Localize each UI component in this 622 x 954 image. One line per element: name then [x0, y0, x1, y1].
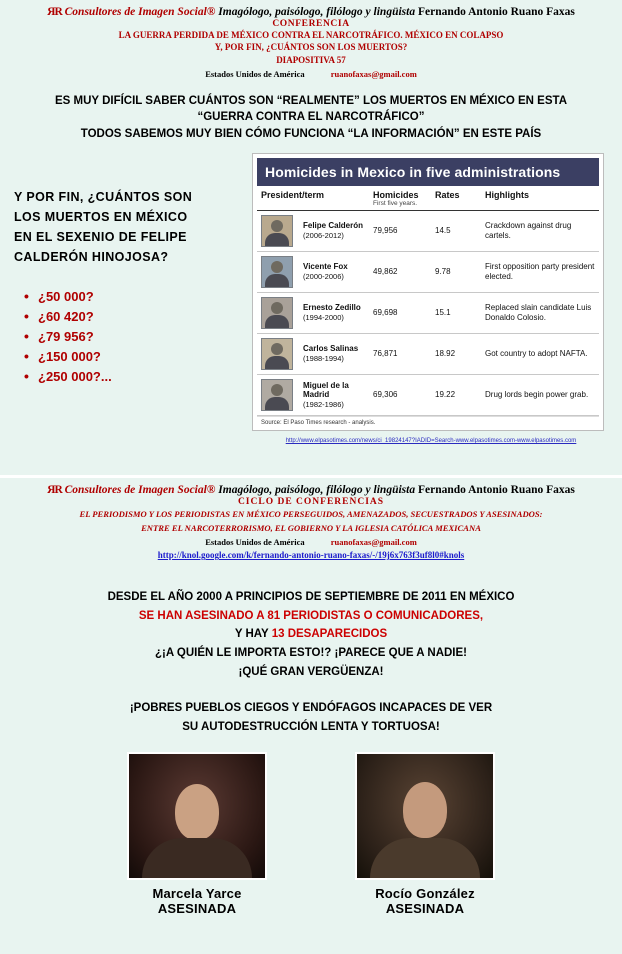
face-shape	[175, 784, 219, 840]
brand-line	[8, 6, 614, 18]
slide-1-lead	[14, 93, 608, 143]
conference-label: CICLO DE CONFERENCIAS	[237, 497, 385, 507]
president-name-cell	[299, 333, 369, 374]
rate-value: 14.5	[431, 210, 481, 251]
slide-1-right-column	[252, 153, 622, 446]
secondary-line-2: SU AUTODESTRUCCIÓN LENTA Y TORTUOSA!	[182, 720, 440, 733]
homicides-value: 49,862	[369, 251, 431, 292]
author-role: Imagólogo, paisólogo, filólogo y lingüista	[218, 484, 416, 496]
homicides-table-card	[252, 153, 604, 431]
column-label: President/term	[261, 189, 325, 200]
lead-line-1: ES MUY DIFÍCIL SABER CUÁNTOS SON “REALMENTE” LOS MUERTOS EN MÉXICO EN ESTA	[54, 94, 567, 107]
slide-1-header	[0, 0, 622, 81]
president-term: (1994-2000)	[303, 313, 344, 323]
column-header-president	[257, 186, 369, 211]
question-line-3: EN EL SEXENIO DE FELIPE	[14, 229, 187, 244]
president-term: (2000-2006)	[303, 272, 344, 282]
main-line-3	[18, 625, 604, 644]
rate-value: 9.78	[431, 251, 481, 292]
victim-name: Rocío González	[375, 886, 475, 902]
slide-2-secondary-text	[0, 699, 622, 736]
list-item: • ¿79 956?	[24, 329, 252, 344]
rate-value: 15.1	[431, 292, 481, 333]
knol-link[interactable]: http://knol.google.com/k/fernando-antonio-ruano-faxas/-/19j6x763f3uf8l0#knols	[157, 550, 465, 561]
table-source: Source: El Paso Times research - analysis.	[257, 416, 599, 428]
president-name: Miguel de la Madrid	[303, 380, 349, 400]
main-line-3-red: 13 DESAPARECIDOS	[271, 628, 388, 641]
homicides-value: 69,698	[369, 292, 431, 333]
president-photo-cell	[257, 292, 299, 333]
president-name: Vicente Fox	[303, 262, 348, 272]
author-role: Imagólogo, paisólogo, filólogo y lingüista	[218, 6, 416, 18]
president-name-cell	[299, 251, 369, 292]
email-label: ruanofaxas@gmail.com	[330, 68, 417, 79]
column-header-rates	[431, 186, 481, 211]
main-question	[14, 187, 252, 267]
president-portrait	[261, 215, 293, 247]
conference-subtitle: Y, POR FIN, ¿CUÁNTOS SON LOS MUERTOS?	[214, 42, 408, 53]
highlight-text: Crackdown against drug cartels.	[481, 210, 599, 251]
author-name: Fernando Antonio Ruano Faxas	[417, 6, 575, 18]
face-shape	[403, 782, 447, 838]
homicides-table	[257, 186, 599, 416]
main-line-3-pre: Y HAY	[234, 628, 272, 641]
president-term: (2006-2012)	[303, 231, 344, 241]
slide-number: DIAPOSITIVA 57	[276, 54, 346, 65]
slide-1-left-column	[0, 153, 252, 446]
conference-title-line-1: EL PERIODISMO Y LOS PERIODISTAS EN MÉXICO PERSEGUIDOS, AMENAZADOS, SECUESTRADOS Y ASESINADOS:	[79, 509, 543, 519]
table-title: Homicides in Mexico in five administrations	[257, 158, 599, 186]
secondary-line-1: ¡POBRES PUEBLOS CIEGOS Y ENDÓFAGOS INCAPACES DE VER	[129, 702, 493, 715]
victim-block	[355, 752, 495, 916]
president-name: Felipe Calderón	[303, 221, 364, 231]
email-label: ruanofaxas@gmail.com	[330, 537, 417, 548]
list-item: • ¿250 000?...	[24, 369, 252, 384]
president-portrait	[261, 379, 293, 411]
rate-value: 19.22	[431, 374, 481, 415]
shoulders-shape	[370, 838, 480, 878]
rate-value: 18.92	[431, 333, 481, 374]
lead-line-2: “GUERRA CONTRA EL NARCOTRÁFICO”	[197, 111, 425, 124]
highlight-text: Got country to adopt NAFTA.	[481, 333, 599, 374]
logo-mark: ЯR	[47, 6, 62, 18]
president-name-cell	[299, 210, 369, 251]
slide-2-header	[0, 478, 622, 562]
president-portrait	[261, 297, 293, 329]
victim-portrait	[127, 752, 267, 880]
victim-status: ASESINADA	[385, 901, 465, 917]
conference-label: CONFERENCIA	[272, 19, 350, 29]
brand-name: Consultores de Imagen Social®	[64, 484, 216, 496]
shoulders-shape	[142, 838, 252, 878]
victim-status: ASESINADA	[157, 901, 237, 917]
country-label: Estados Unidos de América	[205, 68, 305, 79]
homicides-value: 79,956	[369, 210, 431, 251]
president-portrait	[261, 256, 293, 288]
list-item: • ¿50 000?	[24, 289, 252, 304]
president-portrait	[261, 338, 293, 370]
brand-line	[8, 484, 614, 496]
brand-name: Consultores de Imagen Social®	[64, 6, 216, 18]
highlight-text: Replaced slain candidate Luis Donaldo Colosio.	[481, 292, 599, 333]
table-header-row	[257, 186, 599, 211]
conference-title-line-2: ENTRE EL NARCOTERRORISMO, EL GOBIERNO Y LA IGLESIA CATÓLICA MEXICANA	[141, 522, 481, 533]
contact-line	[8, 537, 614, 547]
list-item: • ¿150 000?	[24, 349, 252, 364]
column-label: Highlights	[485, 189, 529, 200]
table-row	[257, 374, 599, 415]
highlight-text: Drug lords begin power grab.	[481, 374, 599, 415]
author-name: Fernando Antonio Ruano Faxas	[417, 484, 575, 496]
president-term: (1982-1986)	[303, 399, 344, 409]
slide-2-main-text	[0, 588, 622, 681]
main-line-5: ¡QUÉ GRAN VERGÜENZA!	[238, 665, 384, 678]
options-list	[24, 289, 252, 384]
column-label: Homicides	[373, 189, 419, 200]
president-photo-cell	[257, 374, 299, 415]
homicides-value: 76,871	[369, 333, 431, 374]
president-name: Ernesto Zedillo	[303, 303, 361, 313]
victim-photos	[0, 752, 622, 916]
president-photo-cell	[257, 333, 299, 374]
table-row	[257, 251, 599, 292]
column-header-homicides	[369, 186, 431, 211]
logo-mark: ЯR	[47, 484, 62, 496]
question-line-4: CALDERÓN HINOJOSA?	[14, 249, 169, 264]
victim-portrait	[355, 752, 495, 880]
main-line-1: DESDE EL AÑO 2000 A PRINCIPIOS DE SEPTIEMBRE DE 2011 EN MÉXICO	[107, 591, 515, 604]
country-label: Estados Unidos de América	[205, 537, 305, 548]
table-row	[257, 210, 599, 251]
slide-2	[0, 478, 622, 954]
column-header-highlights	[481, 186, 599, 211]
victim-block	[127, 752, 267, 916]
president-name: Carlos Salinas	[303, 344, 359, 354]
source-link[interactable]: http://www.elpasotimes.com/news/ci_19824147?IADID=Search-www.elpasotimes.com-www.elpasotimes.com	[285, 437, 577, 444]
lead-line-3: TODOS SABEMOS MUY BIEN CÓMO FUNCIONA “LA INFORMACIÓN” EN ESTE PAÍS	[80, 128, 542, 141]
contact-line	[8, 69, 614, 79]
conference-title: LA GUERRA PERDIDA DE MÉXICO CONTRA EL NARCOTRÁFICO. MÉXICO EN COLAPSO	[118, 30, 504, 40]
question-line-1: Y POR FIN, ¿CUÁNTOS SON	[14, 189, 193, 204]
main-line-2: SE HAN ASESINADO A 81 PERIODISTAS O COMUNICADORES,	[138, 609, 484, 622]
column-sublabel: First five years.	[373, 199, 418, 207]
slide-1-body	[0, 153, 622, 446]
president-photo-cell	[257, 251, 299, 292]
highlight-text: First opposition party president elected.	[481, 251, 599, 292]
list-item: • ¿60 420?	[24, 309, 252, 324]
question-line-2: LOS MUERTOS EN MÉXICO	[14, 209, 188, 224]
table-row	[257, 333, 599, 374]
column-label: Rates	[435, 189, 460, 200]
president-term: (1988-1994)	[303, 354, 344, 364]
president-photo-cell	[257, 210, 299, 251]
president-name-cell	[299, 374, 369, 415]
president-name-cell	[299, 292, 369, 333]
victim-name: Marcela Yarce	[152, 886, 242, 902]
homicides-value: 69,306	[369, 374, 431, 415]
table-row	[257, 292, 599, 333]
main-line-4: ¿¡A QUIÉN LE IMPORTA ESTO!? ¡PARECE QUE A NADIE!	[155, 647, 467, 660]
